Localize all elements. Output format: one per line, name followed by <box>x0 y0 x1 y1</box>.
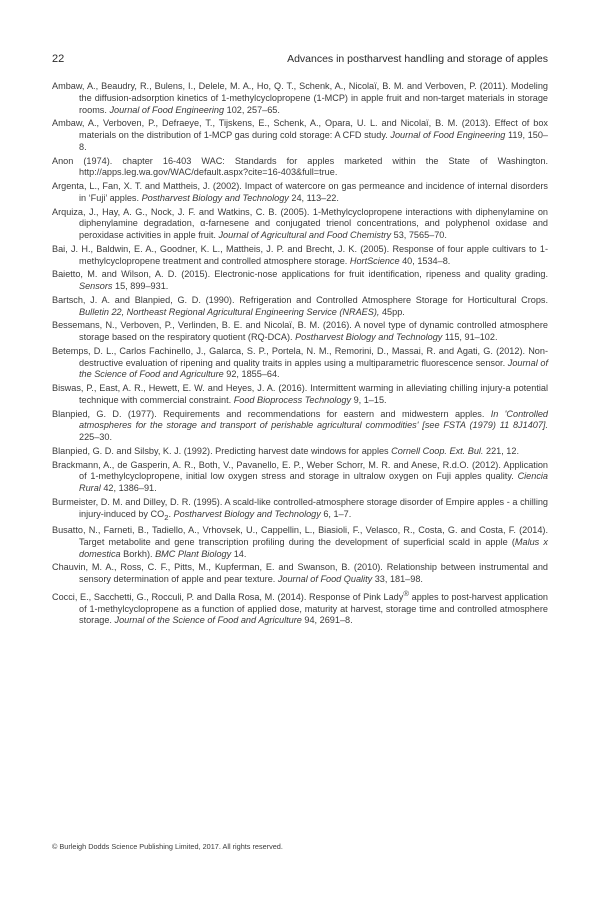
reference-text: 115, 91–102. <box>442 332 498 342</box>
reference-italic-text: Postharvest Biology and Technology <box>173 508 321 519</box>
reference-italic-text: Journal of the Science of Food and Agriculture <box>79 357 548 380</box>
reference-entry <box>52 156 548 180</box>
reference-text: 94, 2691–8. <box>301 615 353 626</box>
reference-text: Busatto, N., Farneti, B., Tadiello, A., Vrhovsek, U., Cappellin, L., Biasioli, F., Velasco, R., Costa, G. and Costa, F. (2014). Target metabolite and gene transcription profiling during the development of superficial scald in apple ( <box>52 525 548 547</box>
reference-text: 45pp. <box>379 306 405 317</box>
page-number: 22 <box>52 53 65 65</box>
reference-italic-text: Journal of Food Engineering <box>109 104 225 115</box>
reference-italic-text: Bulletin 22, Northeast Regional Agricultural Engineering Service (NRAES), <box>79 306 380 317</box>
reference-list <box>52 81 548 629</box>
reference-entry <box>52 295 548 319</box>
reference-text: 6, 1–7. <box>320 508 352 519</box>
reference-entry <box>52 409 548 444</box>
reference-text: 33, 181–98. <box>372 574 423 585</box>
reference-text: 14. <box>231 548 247 559</box>
reference-entry <box>52 525 548 560</box>
reference-italic-text: Sensors <box>79 281 113 291</box>
reference-text: 221, 12. <box>483 445 519 456</box>
reference-entry <box>52 460 548 495</box>
reference-entry <box>52 588 548 627</box>
reference-italic-text: BMC Plant Biology <box>155 548 232 559</box>
reference-italic-text: In 'Controlled atmospheres for the storage and transport of perishable agricultural commodities' [see FSTA (1979) 11 8J1407]. <box>79 408 549 431</box>
reference-text: Bai, J. H., Baldwin, E. A., Goodner, K. L., Mattheis, J. P. and Brecht, J. K. (2005). Response of four apple cultivars to 1-methylcyclopropene treatment and controlled atmosphere storage. <box>52 243 548 266</box>
reference-text: 2 <box>164 512 169 522</box>
reference-entry <box>52 244 548 268</box>
page-header <box>52 53 548 67</box>
reference-text: Ambaw, A., Verboven, P., Defraeye, T., Tijskens, E., Schenk, A., Opara, U. L. and Nicolaï, B. M. (2013). Effect of box materials on the distribution of 1-MCP gas during cold storage: A CFD study. <box>52 118 548 140</box>
reference-text: Bessemans, N., Verboven, P., Verlinden, B. E. and Nicolaï, B. M. (2016). A novel type of dynamic controlled atmosphere storage based on the respiratory quotient (RQ-DCA). <box>52 320 548 342</box>
reference-text: 92, 1855–64. <box>223 369 280 380</box>
reference-text: Burmeister, D. M. and Dilley, D. R. (1995). A scald-like controlled-atmosphere storage disorder of Empire apples - a chilling injury-induced by CO <box>52 496 548 519</box>
reference-italic-text: Postharvest Biology and Technology <box>141 192 289 203</box>
reference-text: Blanpied, G. D. and Silsby, K. J. (1992). Predicting harvest date windows for apples <box>52 445 392 456</box>
reference-italic-text: Ciencia Rural <box>79 471 548 493</box>
reference-italic-text: Journal of Food Quality <box>277 574 373 585</box>
reference-entry <box>52 320 548 344</box>
reference-text: 102, 257–65. <box>224 104 280 115</box>
reference-italic-text: Journal of the Science of Food and Agriculture <box>114 615 302 626</box>
reference-text: 53, 7565–70. <box>391 230 447 240</box>
reference-text: 15, 899–931. <box>112 281 169 291</box>
reference-text: 40, 1534–8. <box>399 255 451 266</box>
reference-italic-text: Malus x domestica <box>79 536 548 559</box>
reference-text: Cocci, E., Sacchetti, G., Rocculi, P. and Dalla Rosa, M. (2014). Response of Pink Lady <box>52 591 404 602</box>
reference-text: Borkh). <box>120 548 156 559</box>
copyright-footer: © Burleigh Dodds Science Publishing Limited, 2017. All rights reserved. <box>52 842 283 851</box>
reference-entry <box>52 562 548 586</box>
reference-italic-text: Food Bioprocess Technology <box>233 394 352 405</box>
reference-text: Blanpied, G. D. (1977). Requirements and recommendations for eastern and midwestern apples. <box>52 408 491 419</box>
reference-text: 24, 113–22. <box>288 192 339 203</box>
reference-text: Biswas, P., East, A. R., Hewett, E. W. and Heyes, J. A. (2016). Intermittent warming in alleviating chilling injury-a potential technique with commercial constraint. <box>52 383 548 405</box>
reference-entry <box>52 383 548 407</box>
reference-entry <box>52 269 548 293</box>
reference-text: Ambaw, A., Beaudry, R., Bulens, I., Delele, M. A., Ho, Q. T., Schenk, A., Nicolaï, B. M. and Verboven, P. (2011). Modeling the diffusion-adsorption kinetics of 1-methylcyclopropene (1-MCP) in apple fruit and non-target materials in storage rooms. <box>52 81 548 115</box>
reference-italic-text: Postharvest Biology and Technology <box>295 332 443 342</box>
reference-italic-text: HortScience <box>349 255 400 266</box>
reference-text: . <box>168 508 174 519</box>
reference-entry <box>52 181 548 205</box>
running-title: Advances in postharvest handling and storage of apples <box>287 53 548 65</box>
reference-text: Baietto, M. and Wilson, A. D. (2015). Electronic-nose applications for fruit identification, ripeness and quality grading. <box>52 269 548 280</box>
reference-text: 119, 150–8. <box>79 130 548 152</box>
reference-text: Chauvin, M. A., Ross, C. F., Pitts, M., Kupferman, E. and Swanson, B. (2010). Relationship between instrumental and sensory determination of apple and pear texture. <box>52 562 548 585</box>
reference-entry <box>52 446 548 458</box>
reference-text: apples to post-harvest application of 1-methylcyclopropene as a function of applied dose, maturity at harvest, storage time and controlled atmosphere storage. <box>79 591 548 626</box>
reference-entry <box>52 346 548 381</box>
reference-italic-text: Cornell Coop. Ext. Bul. <box>391 445 484 456</box>
reference-text: Bartsch, J. A. and Blanpied, G. D. (1990). Refrigeration and Controlled Atmosphere Storage for Horticultural Crops. <box>52 294 548 305</box>
reference-entry <box>52 118 548 153</box>
reference-text: 9, 1–15. <box>351 394 387 405</box>
reference-text: 225–30. <box>79 432 112 442</box>
reference-entry <box>52 81 548 116</box>
reference-italic-text: Journal of Food Engineering <box>390 130 506 140</box>
reference-text: Argenta, L., Fan, X. T. and Mattheis, J. (2002). Impact of watercore on gas permeance and incidence of internal disorders in ‘Fuji’ apples. <box>52 181 548 203</box>
reference-text: Arquiza, J., Hay, A. G., Nock, J. F. and Watkins, C. B. (2005). 1-Methylcyclopropene interactions with diphenylamine on diphenylamine degradation, α-farnesene and conjugated trienol concentrations, and polyphenol oxidase and peroxidase activities in apple fruit. <box>52 206 548 240</box>
reference-text: Anon (1974). chapter 16-403 WAC: Standards for apples marketed within the State of Washington. http://apps.leg.wa.gov/WAC/default.aspx?cite=16-403&full=true. <box>52 155 548 178</box>
reference-entry <box>52 497 548 523</box>
reference-italic-text: Journal of Agricultural and Food Chemistry <box>218 230 392 240</box>
reference-text: ® <box>403 588 409 598</box>
reference-text: Betemps, D. L., Carlos Fachinello, J., Galarca, S. P., Portela, N. M., Remorini, D., Massai, R. and Agati, G. (2012). Non-destructive evaluation of ripening and quality traits in apples using a multiparametric fluorescence sensor. <box>52 345 548 368</box>
reference-text: 42, 1386–91. <box>100 483 157 493</box>
reference-entry <box>52 207 548 242</box>
reference-text: Brackmann, A., de Gasperin, A. R., Both, V., Pavanello, E. P., Weber Schorr, M. R. and Anese, R.d.O. (2012). Application of 1-methylcyclopropene, initial low oxygen stress and storage in ultralow oxygen on Fuji apples quality. <box>52 459 548 482</box>
